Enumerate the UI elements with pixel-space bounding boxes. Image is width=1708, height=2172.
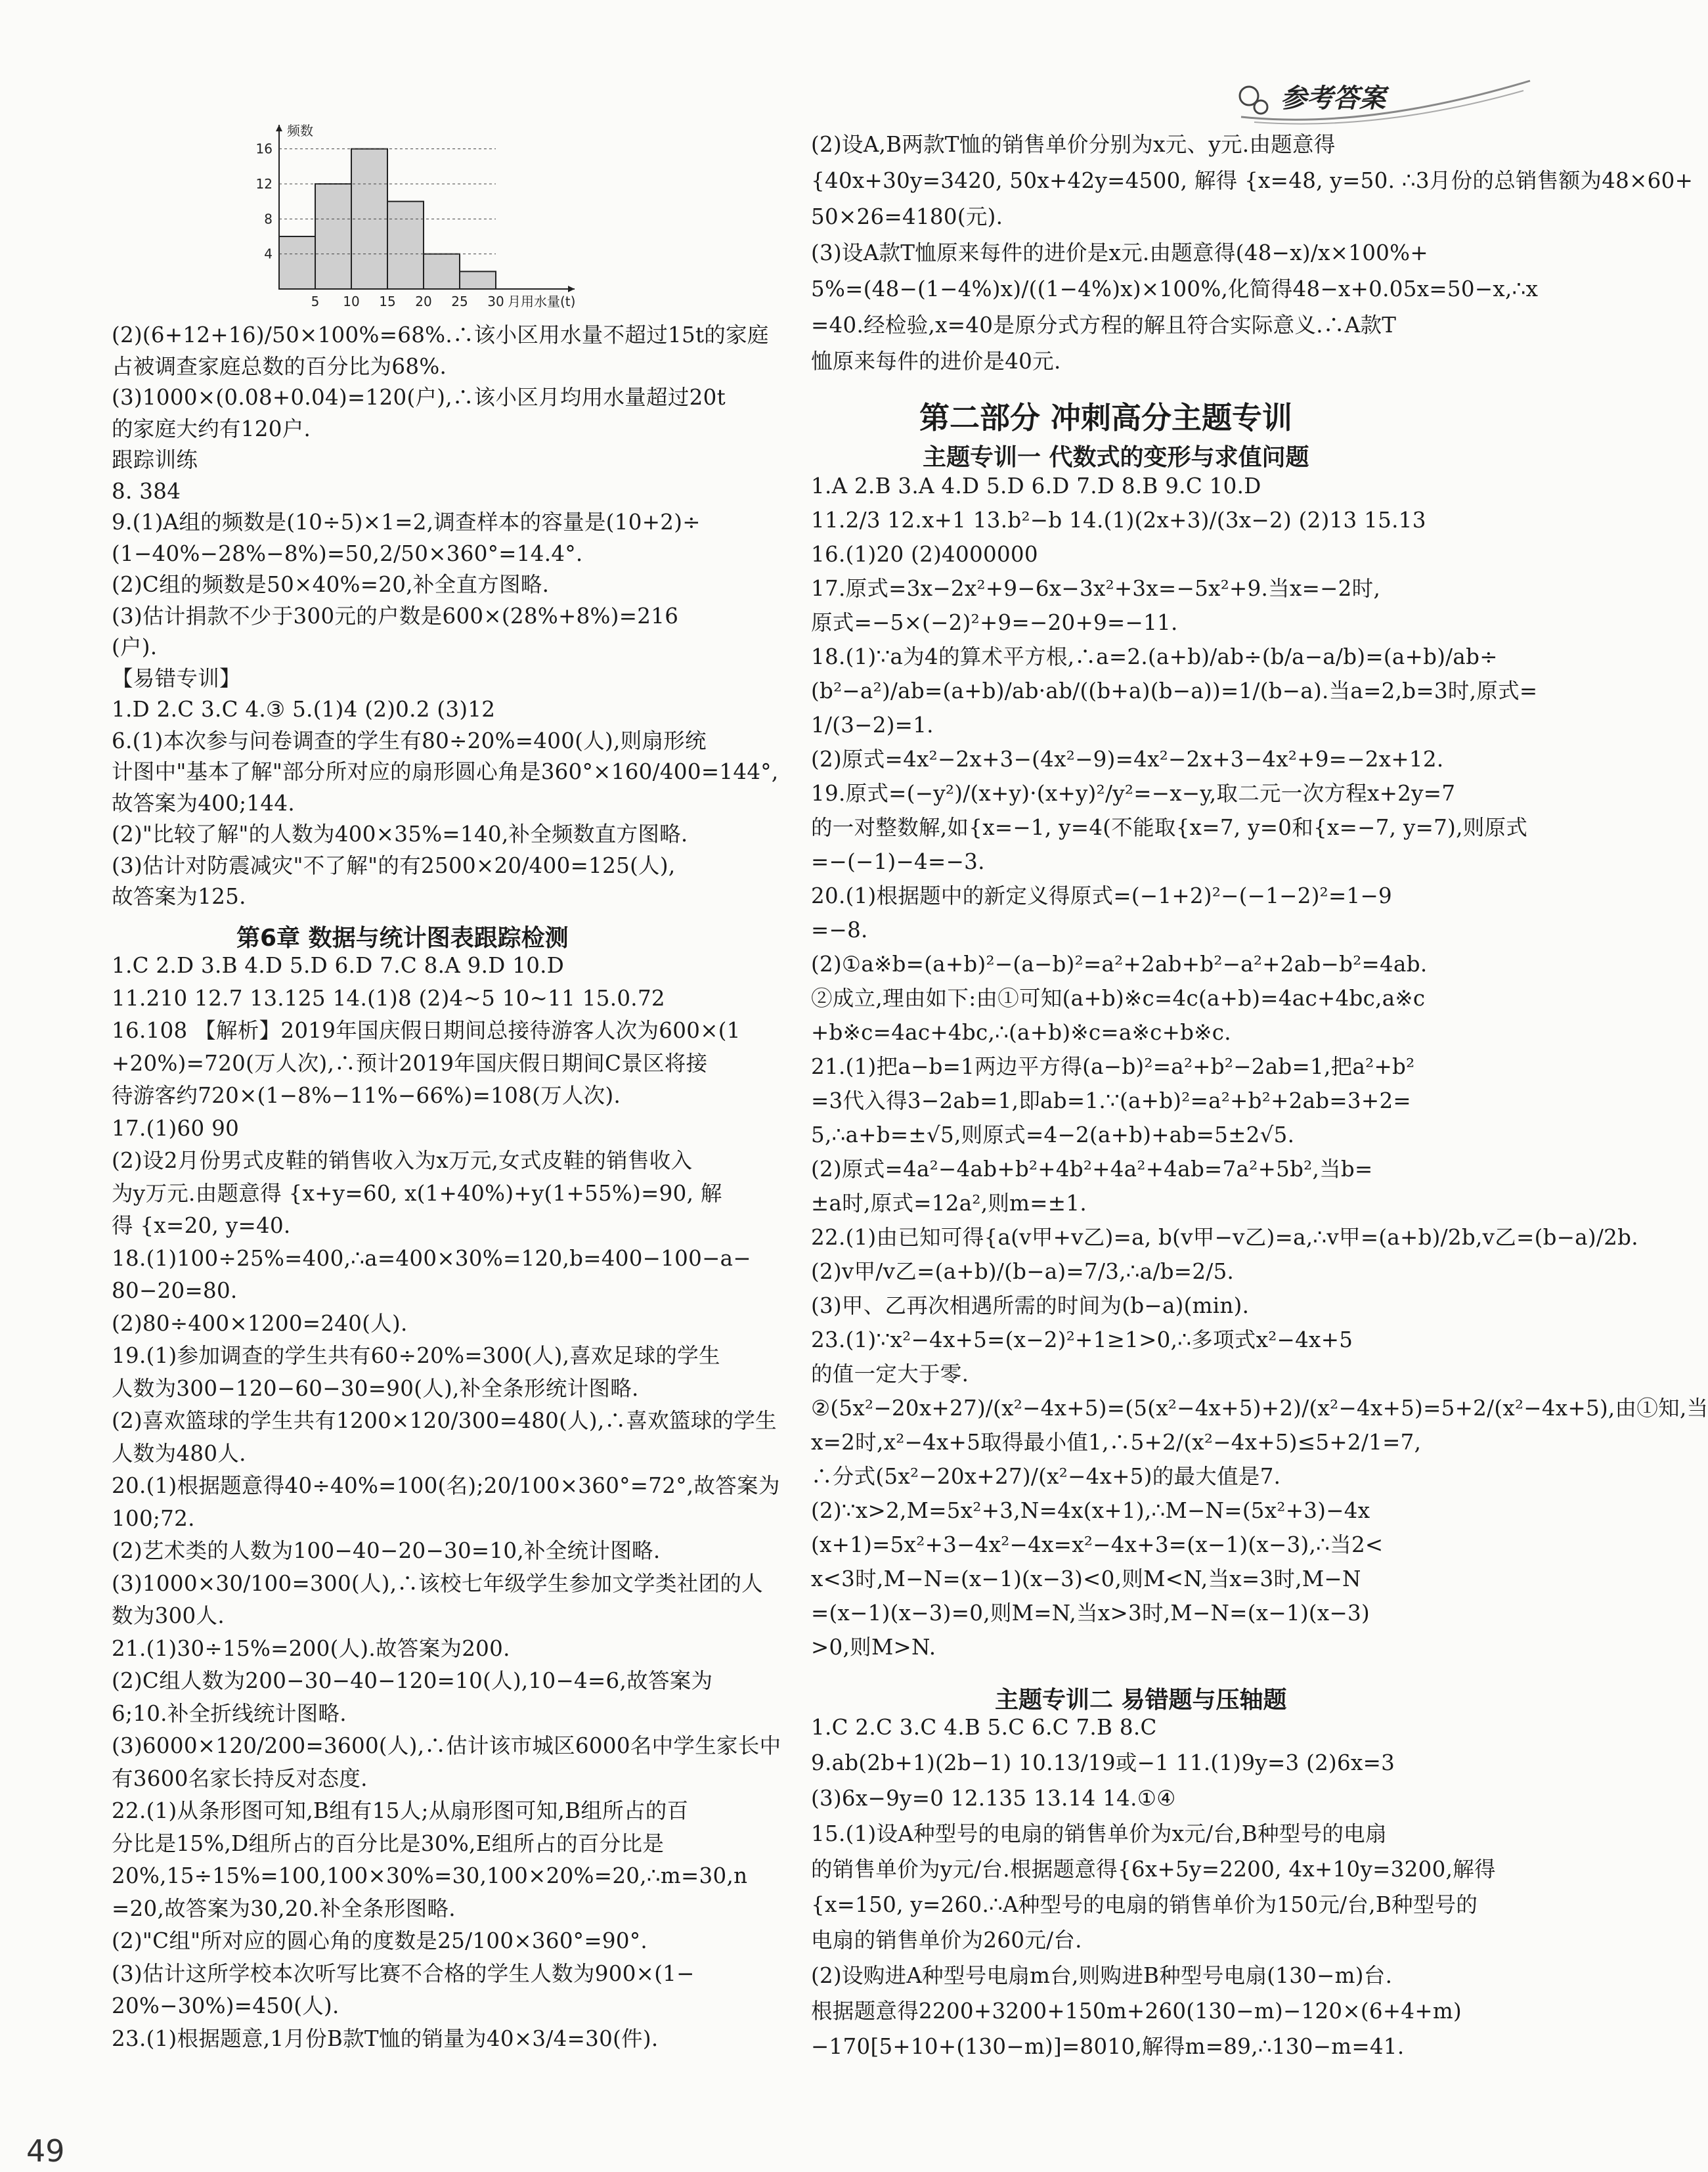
text-line: 5%=(48−(1−4%)x)/((1−4%)x)×100%,化简得48−x+0.05x=50−x,∴x — [811, 277, 1539, 301]
text-line: 故答案为400;144. — [112, 790, 295, 816]
text-line: 11.2/3 12.x+1 13.b²−b 14.(1)(2x+3)/(3x−2) (2)13 15.13 — [811, 508, 1426, 533]
text-line: ∴分式(5x²−20x+27)/(x²−4x+5)的最大值是7. — [811, 1464, 1281, 1489]
text-line: 6;10.补全折线统计图略. — [112, 1700, 347, 1726]
text-line: (2)"C组"所对应的圆心角的度数是25/100×360°=90°. — [112, 1928, 648, 1953]
y-axis-label: 频数 — [287, 123, 313, 139]
text-line: (户). — [112, 634, 158, 659]
y-tick-label: 12 — [255, 176, 273, 192]
text-line: 50×26=4180(元). — [811, 204, 1003, 229]
text-line: 的销售单价为y元/台.根据题意得{6x+5y=2200, 4x+10y=3200,解得 — [811, 1857, 1496, 1882]
text-line: 人数为480人. — [112, 1440, 246, 1466]
text-line: (3)6x−9y=0 12.135 13.14 14.①④ — [811, 1786, 1176, 1811]
page-number: 49 — [26, 2133, 65, 2169]
text-line: (x+1)=5x²+3−4x²−4x=x²−4x+3=(x−1)(x−3),∴当2< — [811, 1532, 1384, 1557]
text-line: (2)v甲/v乙=(a+b)/(b−a)=7/3,∴a/b=2/5. — [811, 1259, 1235, 1284]
text-line: 的值一定大于零. — [811, 1362, 969, 1386]
text-line: =3代入得3−2ab=1,即ab=1.∵(a+b)²=a²+b²+2ab=3+2= — [811, 1088, 1411, 1113]
histogram-bar — [279, 236, 315, 289]
text-line: ±a时,原式=12a²,则m=±1. — [811, 1191, 1087, 1216]
text-line: (3)设A款T恤原来每件的进价是x元.由题意得(48−x)/x×100%+ — [811, 240, 1428, 265]
text-line: {40x+30y=3420, 50x+42y=4500, 解得 {x=48, y=50. ∴3月份的总销售额为48×60+ — [811, 168, 1694, 193]
text-line: 根据题意得2200+3200+150m+260(130−m)−120×(6+4+m) — [811, 1999, 1462, 2024]
text-line: 【易错专训】 — [112, 665, 241, 691]
text-line: (2)C组的频数是50×40%=20,补全直方图略. — [112, 572, 550, 597]
topic2-title: 主题专训二 易错题与压轴题 — [995, 1687, 1287, 1714]
text-line: 16.108 【解析】2019年国庆假日期间总接待游客人次为600×(1 — [112, 1018, 741, 1043]
text-line: =20,故答案为30,20.补全条形图略. — [112, 1895, 456, 1921]
text-line: (3)1000×30/100=300(人),∴该校七年级学生参加文学类社团的人 — [112, 1570, 763, 1596]
text-line: 20.(1)根据题意得40÷40%=100(名);20/100×360°=72°,故答案为 — [112, 1473, 780, 1498]
text-line: 21.(1)把a−b=1两边平方得(a−b)²=a²+b²−2ab=1,把a²+b² — [811, 1054, 1415, 1079]
histogram-bar — [460, 271, 496, 289]
histogram-bar — [315, 184, 351, 289]
text-line: 有3600名家长持反对态度. — [112, 1765, 368, 1791]
text-line: (2)艺术类的人数为100−40−20−30=10,补全统计图略. — [112, 1538, 661, 1563]
text-line: 15.(1)设A种型号的电扇的销售单价为x元/台,B种型号的电扇 — [811, 1821, 1387, 1846]
text-line: x<3时,M−N=(x−1)(x−3)<0,则M<N,当x=3时,M−N — [811, 1566, 1361, 1591]
x-tick-label: 5 — [311, 294, 320, 309]
text-line: 8. 384 — [112, 478, 181, 504]
text-line: +20%)=720(万人次),∴预计2019年国庆假日期间C景区将接 — [112, 1050, 708, 1076]
text-line: +b※c=4ac+4bc,∴(a+b)※c=a※c+b※c. — [811, 1020, 1231, 1045]
text-line: >0,则M>N. — [811, 1635, 936, 1660]
x-tick-label: 25 — [451, 294, 468, 309]
text-line: 19.(1)参加调查的学生共有60÷20%=300(人),喜欢足球的学生 — [112, 1343, 720, 1368]
text-line: 恤原来每件的进价是40元. — [811, 349, 1061, 374]
text-line: 80−20=80. — [112, 1278, 238, 1303]
topic1-title: 主题专训一 代数式的变形与求值问题 — [923, 444, 1309, 471]
x-axis-arrow — [568, 286, 575, 292]
text-line: 电扇的销售单价为260元/台. — [811, 1928, 1082, 1953]
text-line: 分比是15%,D组所占的百分比是30%,E组所占的百分比是 — [112, 1830, 665, 1856]
text-line: 1/(3−2)=1. — [811, 713, 934, 738]
text-line: 20%,15÷15%=100,100×30%=30,100×20%=20,∴m=30,n — [112, 1863, 748, 1888]
text-line: 100;72. — [112, 1505, 195, 1531]
text-line: =−8. — [811, 918, 868, 942]
text-line: 待游客约720×(1−8%−11%−66%)=108(万人次). — [112, 1083, 621, 1108]
chapter-title: 第6章 数据与统计图表跟踪检测 — [236, 925, 569, 952]
text-line: 计图中"基本了解"部分所对应的扇形圆心角是360°×160/400=144°, — [112, 759, 779, 784]
text-line: 23.(1)根据题意,1月份B款T恤的销量为40×3/4=30(件). — [112, 2026, 659, 2051]
header-ornament — [1235, 71, 1537, 130]
text-line: 为y万元.由题意得 {x+y=60, x(1+40%)+y(1+55%)=90, 解 — [112, 1180, 722, 1206]
x-tick-label: 10 — [343, 294, 360, 309]
text-line: 22.(1)从条形图可知,B组有15人;从扇形图可知,B组所占的百 — [112, 1798, 689, 1823]
text-line: 11.210 12.7 13.125 14.(1)8 (2)4~5 10~11 15.0.72 — [112, 985, 665, 1011]
text-line: =40.经检验,x=40是原分式方程的解且符合实际意义.∴A款T — [811, 313, 1397, 338]
y-tick-label: 4 — [264, 246, 273, 262]
text-line: 原式=−5×(−2)²+9=−20+9=−11. — [811, 610, 1178, 635]
text-line: 1.D 2.C 3.C 4.③ 5.(1)4 (2)0.2 (3)12 — [112, 697, 496, 722]
text-line: 22.(1)由已知可得{a(v甲+v乙)=a, b(v甲−v乙)=a,∴v甲=(a+b)/2b,v乙=(b−a)/2b. — [811, 1225, 1638, 1250]
x-tick-label: 30 — [487, 294, 504, 309]
text-line: (1−40%−28%−8%)=50,2/50×360°=14.4°. — [112, 541, 583, 566]
text-line: 9.(1)A组的频数是(10÷5)×1=2,调查样本的容量是(10+2)÷ — [112, 510, 701, 535]
text-line: −170[5+10+(130−m)]=8010,解得m=89,∴130−m=41. — [811, 2034, 1405, 2059]
text-line: 1.C 2.C 3.C 4.B 5.C 6.C 7.B 8.C — [811, 1715, 1157, 1740]
text-line: 17.(1)60 90 — [112, 1115, 240, 1141]
text-line: 21.(1)30÷15%=200(人).故答案为200. — [112, 1635, 510, 1661]
text-line: 人数为300−120−60−30=90(人),补全条形统计图略. — [112, 1375, 639, 1401]
text-line: (2)设购进A种型号电扇m台,则购进B种型号电扇(130−m)台. — [811, 1963, 1393, 1988]
text-line: (2)设2月份男式皮鞋的销售收入为x万元,女式皮鞋的销售收入 — [112, 1148, 693, 1173]
text-line: 跟踪训练 — [112, 447, 198, 472]
text-line: (2)∵x>2,M=5x²+3,N=4x(x+1),∴M−N=(5x²+3)−4x — [811, 1498, 1370, 1523]
text-line: 得 {x=20, y=40. — [112, 1213, 291, 1238]
x-tick-label: 20 — [415, 294, 432, 309]
text-line: (3)估计这所学校本次听写比赛不合格的学生人数为900×(1− — [112, 1961, 695, 1986]
text-line: (3)1000×(0.08+0.04)=120(户),∴该小区月均用水量超过20t — [112, 385, 726, 410]
text-line: (3)估计对防震减灾"不了解"的有2500×20/400=125(人), — [112, 853, 676, 878]
text-line: 数为300人. — [112, 1603, 225, 1628]
text-line: =−(−1)−4=−3. — [811, 849, 985, 874]
text-line: 故答案为125. — [112, 884, 246, 909]
text-line: (2)①a※b=(a+b)²−(a−b)²=a²+2ab+b²−a²+2ab−b²=4ab. — [811, 952, 1428, 977]
text-line: (3)甲、乙再次相遇所需的时间为(b−a)(min). — [811, 1293, 1250, 1318]
text-line: 16.(1)20 (2)4000000 — [811, 542, 1038, 567]
text-line: 17.原式=3x−2x²+9−6x−3x²+3x=−5x²+9.当x=−2时, — [811, 576, 1381, 601]
text-line: 23.(1)∵x²−4x+5=(x−2)²+1≥1>0,∴多项式x²−4x+5 — [811, 1327, 1353, 1352]
text-line: {x=150, y=260.∴A种型号的电扇的销售单价为150元/台,B种型号的 — [811, 1892, 1478, 1917]
header-title: 参考答案 — [1281, 83, 1386, 114]
text-line: 1.C 2.D 3.B 4.D 5.D 6.D 7.C 8.A 9.D 10.D — [112, 953, 565, 978]
text-line: (2)"比较了解"的人数为400×35%=140,补全频数直方图略. — [112, 822, 688, 847]
text-line: (2)喜欢篮球的学生共有1200×120/300=480(人),∴喜欢篮球的学生 — [112, 1408, 777, 1433]
text-line: 18.(1)∵a为4的算术平方根,∴a=2.(a+b)/ab÷(b/a−a/b)=(a+b)/ab÷ — [811, 644, 1498, 669]
text-line: 20.(1)根据题中的新定义得原式=(−1+2)²−(−1−2)²=1−9 — [811, 883, 1393, 908]
part-title: 第二部分 冲刺高分主题专训 — [919, 400, 1293, 435]
text-line: (3)估计捐款不少于300元的户数是600×(28%+8%)=216 — [112, 603, 679, 629]
text-line: (2)原式=4a²−4ab+b²+4b²+4a²+4ab=7a²+5b²,当b= — [811, 1157, 1373, 1182]
text-line: 的家庭大约有120户. — [112, 416, 311, 441]
x-axis-label: 月用水量(t) — [508, 294, 576, 309]
text-line: 20%−30%)=450(人). — [112, 1993, 339, 2018]
text-line: ②(5x²−20x+27)/(x²−4x+5)=(5(x²−4x+5)+2)/(x²−4x+5)=5+2/(x²−4x+5),由①知,当 — [811, 1396, 1708, 1421]
histogram-chart — [236, 118, 604, 315]
text-line: x=2时,x²−4x+5取得最小值1,∴5+2/(x²−4x+5)≤5+2/1=7, — [811, 1430, 1422, 1455]
y-axis-arrow — [276, 125, 282, 131]
text-line: (2)80÷400×1200=240(人). — [112, 1310, 408, 1336]
text-line: 占被调查家庭总数的百分比为68%. — [112, 353, 447, 379]
text-line: (2)C组人数为200−30−40−120=10(人),10−4=6,故答案为 — [112, 1668, 713, 1693]
text-line: 5,∴a+b=±√5,则原式=4−2(a+b)+ab=5±2√5. — [811, 1122, 1295, 1147]
text-line: (2)原式=4x²−2x+3−(4x²−9)=4x²−2x+3−4x²+9=−2x+12. — [811, 747, 1444, 772]
text-line: (b²−a²)/ab=(a+b)/ab·ab/((b+a)(b−a))=1/(b−a).当a=2,b=3时,原式= — [811, 678, 1538, 703]
text-line: 的一对整数解,如{x=−1, y=4(不能取{x=7, y=0和{x=−7, y=7),则原式 — [811, 815, 1528, 840]
text-line: 1.A 2.B 3.A 4.D 5.D 6.D 7.D 8.B 9.C 10.D — [811, 474, 1261, 499]
text-line: 9.ab(2b+1)(2b−1) 10.13/19或−1 11.(1)9y=3 (2)6x=3 — [811, 1750, 1395, 1775]
text-line: (2)设A,B两款T恤的销售单价分别为x元、y元.由题意得 — [811, 132, 1336, 157]
x-tick-label: 15 — [379, 294, 396, 309]
text-line: 6.(1)本次参与问卷调查的学生有80÷20%=400(人),则扇形统 — [112, 728, 707, 753]
y-tick-label: 16 — [255, 141, 273, 157]
text-line: ②成立,理由如下:由①可知(a+b)※c=4c(a+b)=4ac+4bc,a※c — [811, 986, 1426, 1011]
histogram-bar — [387, 202, 424, 289]
text-line: =(x−1)(x−3)=0,则M=N,当x>3时,M−N=(x−1)(x−3) — [811, 1601, 1370, 1626]
text-line: (3)6000×120/200=3600(人),∴估计该市城区6000名中学生家长中 — [112, 1733, 781, 1758]
text-line: 19.原式=(−y²)/(x+y)·(x+y)²/y²=−x−y,取二元一次方程x+2y=7 — [811, 781, 1456, 806]
y-tick-label: 8 — [264, 211, 273, 227]
text-line: (2)(6+12+16)/50×100%=68%.∴该小区用水量不超过15t的家庭 — [112, 322, 769, 347]
histogram-bar — [424, 254, 460, 289]
text-line: 18.(1)100÷25%=400,∴a=400×30%=120,b=400−100−a− — [112, 1245, 751, 1271]
